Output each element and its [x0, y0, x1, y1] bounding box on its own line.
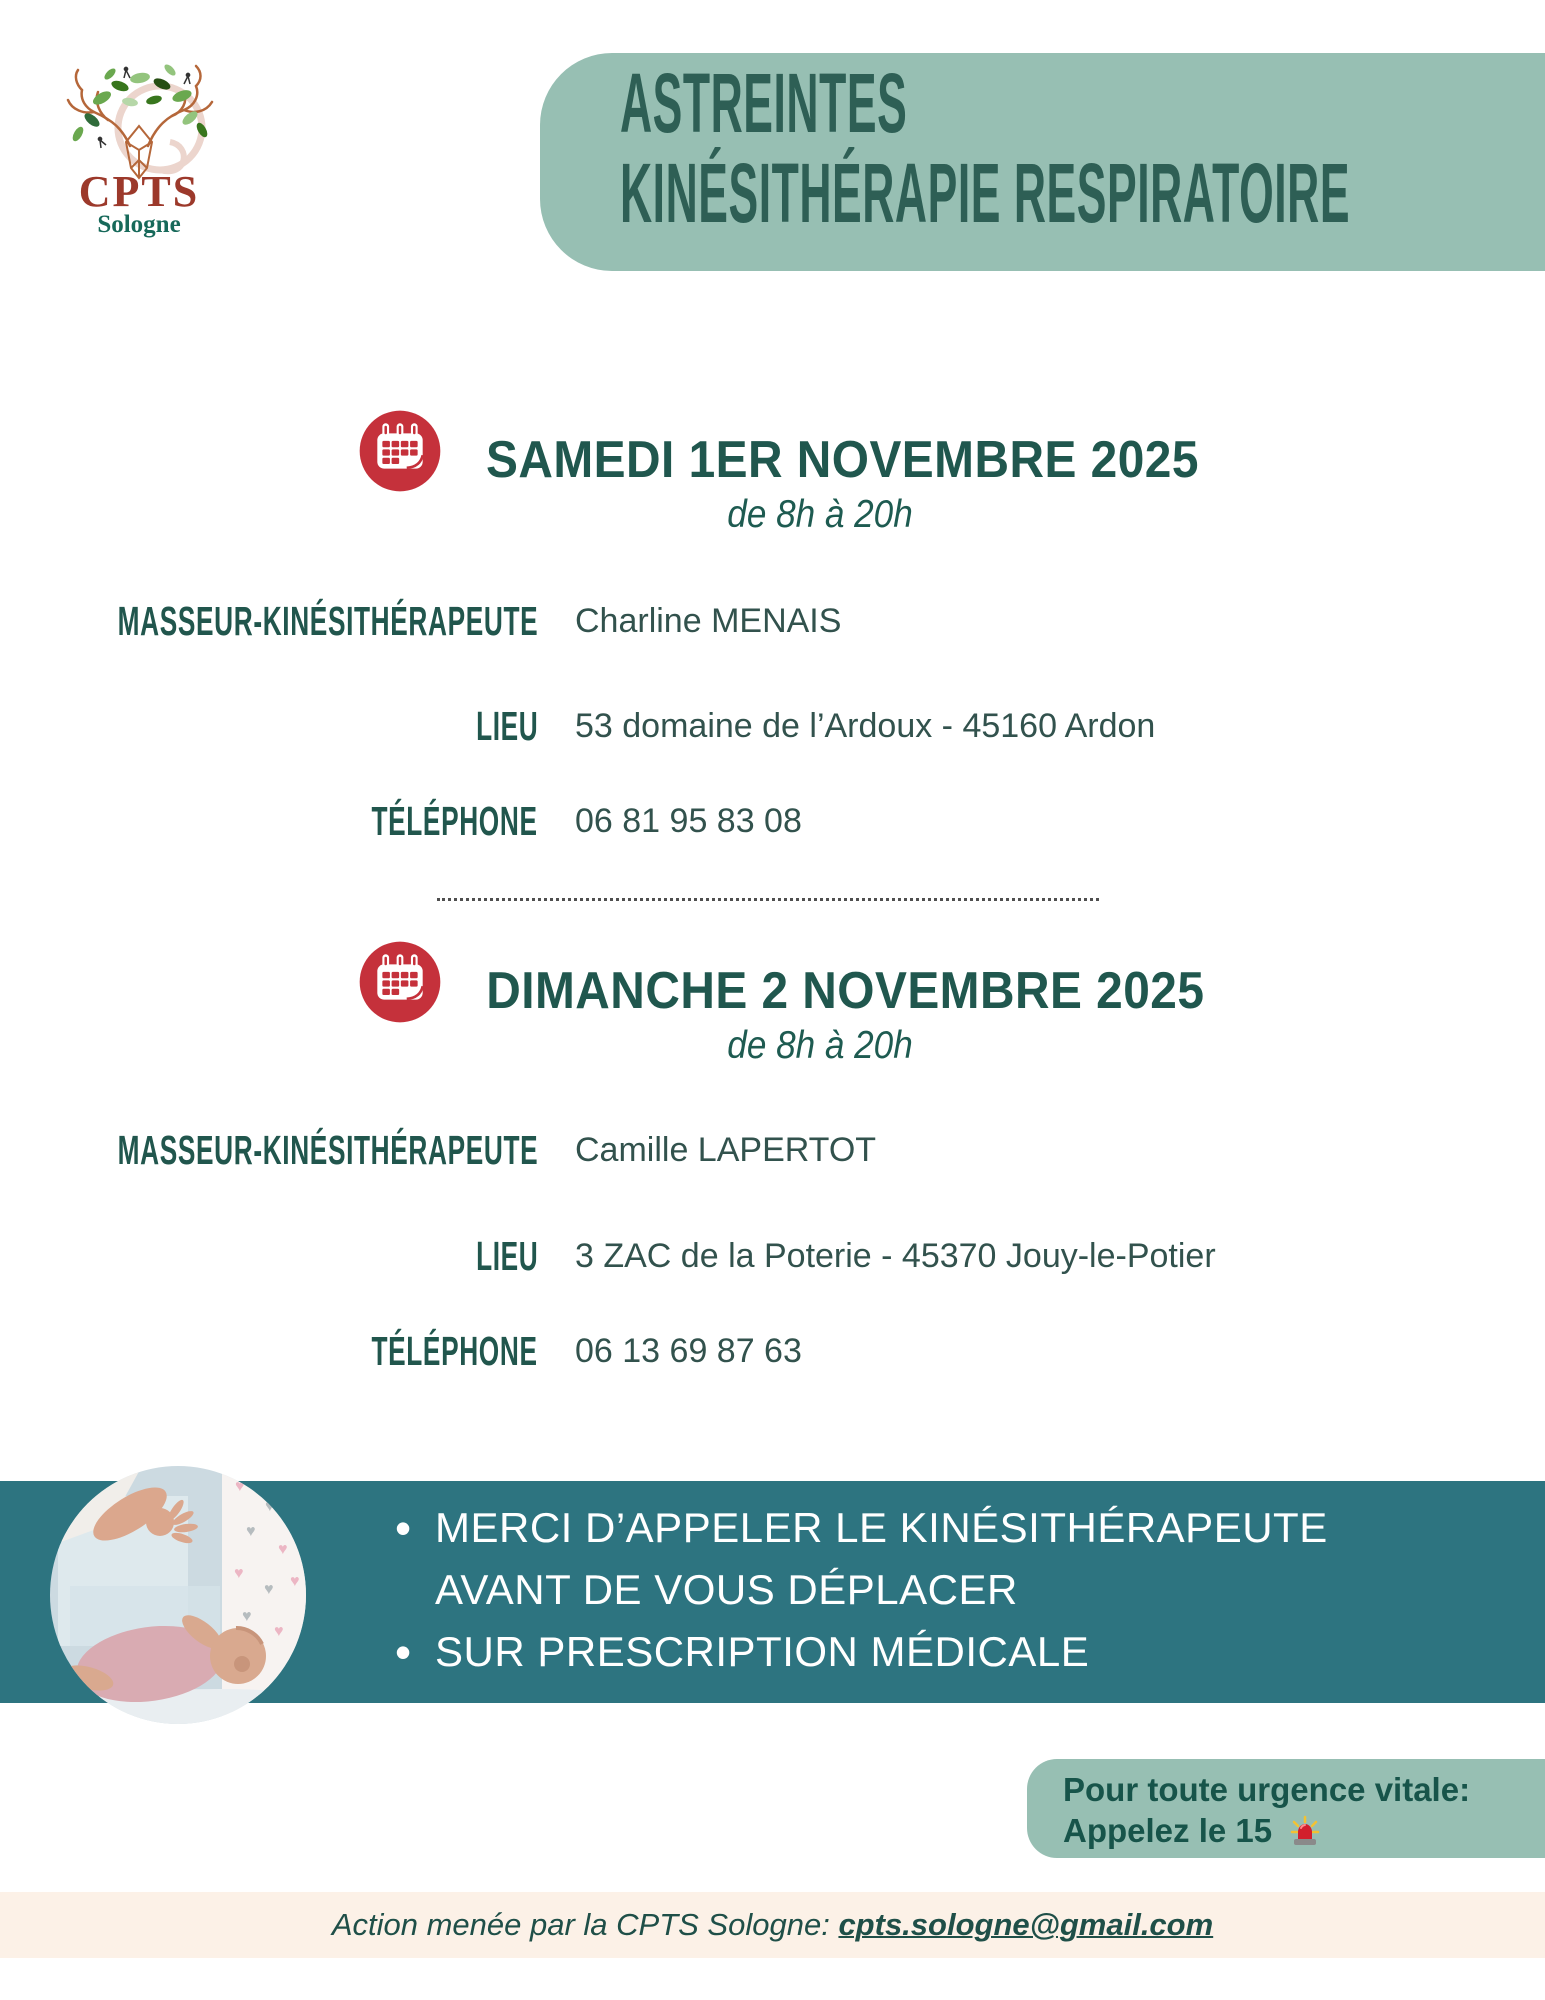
svg-text:♥: ♥: [234, 1565, 244, 1582]
date-title-dimanche: DIMANCHE 2 NOVEMBRE 2025: [486, 962, 1205, 1020]
day-section-2-header: [455, 962, 1205, 1069]
page-title-line1: ASTREINTES: [620, 56, 908, 150]
svg-text:♥: ♥: [246, 1523, 256, 1540]
emergency-box: [1027, 1759, 1545, 1858]
table-row: [0, 1328, 1545, 1374]
deer-antlers-logo-icon: [42, 50, 237, 240]
logo-brand-text: CPTS: [78, 167, 200, 216]
row-value: 06 13 69 87 63: [575, 1332, 802, 1370]
row-label: LIEU: [475, 1233, 538, 1279]
row-value: Camille LAPERTOT: [575, 1131, 877, 1169]
row-label: LIEU: [475, 703, 538, 749]
svg-text:♥: ♥: [264, 1581, 274, 1598]
calendar-icon: [358, 409, 442, 493]
calendar-icon: [358, 940, 442, 1024]
date-title-samedi: SAMEDI 1ER NOVEMBRE 2025: [485, 431, 1199, 489]
table-row: [0, 1233, 1545, 1279]
day-section-1-header: [455, 431, 1199, 538]
table-row: [0, 798, 1545, 844]
footer: [0, 1892, 1545, 1958]
row-label: TÉLÉPHONE: [371, 798, 538, 844]
header-banner: [540, 53, 1545, 271]
baby-physio-photo: [50, 1466, 306, 1724]
siren-icon: [1288, 1814, 1322, 1848]
svg-text:♥: ♥: [242, 1608, 252, 1625]
hours-samedi: de 8h à 20h: [727, 493, 913, 536]
row-label: TÉLÉPHONE: [371, 1328, 538, 1374]
emergency-line1: Pour toute urgence vitale:: [1063, 1771, 1471, 1808]
row-value: Charline MENAIS: [575, 602, 842, 640]
row-label: MASSEUR-KINÉSITHÉRAPEUTE: [117, 598, 538, 644]
emergency-line2: Appelez le 15: [1063, 1810, 1545, 1851]
footer-email-link[interactable]: cpts.sologne@gmail.com: [838, 1907, 1214, 1942]
svg-text:♥: ♥: [278, 1541, 288, 1558]
cpts-sologne-logo: [42, 50, 237, 240]
svg-text:♥: ♥: [235, 1478, 245, 1495]
row-value: 06 81 95 83 08: [575, 802, 802, 840]
table-row: [0, 703, 1545, 749]
notice-list: [395, 1497, 1405, 1683]
table-row: [0, 598, 1545, 644]
footer-text: Action menée par la CPTS Sologne:: [331, 1907, 839, 1942]
svg-text:♥: ♥: [290, 1573, 300, 1590]
page-title-line2: KINÉSITHÉRAPIE RESPIRATOIRE: [620, 146, 1351, 240]
row-value: 53 domaine de l’Ardoux - 45160 Ardon: [575, 707, 1156, 745]
logo-region-text: Sologne: [97, 211, 181, 238]
row-value: 3 ZAC de la Poterie - 45370 Jouy-le-Potier: [575, 1237, 1216, 1275]
list-item: • SUR PRESCRIPTION MÉDICALE: [395, 1621, 1405, 1683]
row-label: MASSEUR-KINÉSITHÉRAPEUTE: [117, 1127, 538, 1173]
dotted-divider: [437, 898, 1099, 901]
list-item: • MERCI D’APPELER LE KINÉSITHÉRAPEUTE AVANT DE VOUS DÉPLACER: [395, 1497, 1405, 1621]
table-row: [0, 1127, 1545, 1173]
svg-text:♥: ♥: [265, 1498, 275, 1515]
svg-text:♥: ♥: [274, 1623, 284, 1640]
hours-dimanche: de 8h à 20h: [727, 1024, 913, 1067]
